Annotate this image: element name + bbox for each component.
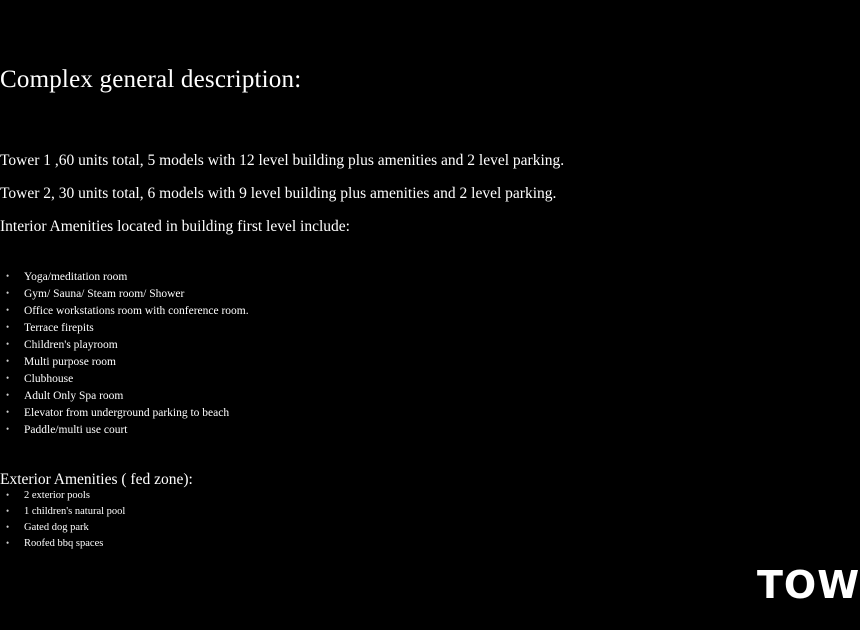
list-item-label: Office workstations room with conference room. xyxy=(24,305,249,317)
list-item-label: Paddle/multi use court xyxy=(24,424,128,436)
list-item xyxy=(0,504,125,520)
brand-logo: TOW xyxy=(757,563,860,607)
bullet-icon: • xyxy=(6,407,10,417)
list-item xyxy=(0,269,249,286)
list-item xyxy=(0,536,125,552)
list-item-label: Terrace firepits xyxy=(24,322,94,334)
list-item xyxy=(0,405,249,422)
bullet-icon: • xyxy=(6,305,10,315)
bullet-icon: • xyxy=(6,538,10,548)
list-item-label: Children's playroom xyxy=(24,339,118,351)
bullet-icon: • xyxy=(6,288,10,298)
bullet-icon: • xyxy=(6,356,10,366)
tower-1-description: Tower 1 ,60 units total, 5 models with 12 level building plus amenities and 2 level parking. xyxy=(0,152,565,169)
list-item xyxy=(0,320,249,337)
bullet-icon: • xyxy=(6,490,10,500)
list-item xyxy=(0,286,249,303)
list-item xyxy=(0,488,125,504)
list-item xyxy=(0,371,249,388)
bullet-icon: • xyxy=(6,373,10,383)
bullet-icon: • xyxy=(6,424,10,434)
list-item-label: Multi purpose room xyxy=(24,356,116,368)
list-item-label: Adult Only Spa room xyxy=(24,390,124,402)
list-item xyxy=(0,422,249,439)
bullet-icon: • xyxy=(6,271,10,281)
bullet-icon: • xyxy=(6,322,10,332)
list-item xyxy=(0,354,249,371)
bullet-icon: • xyxy=(6,390,10,400)
list-item xyxy=(0,303,249,320)
slide-title: Complex general description: xyxy=(0,66,302,93)
list-item-label: Gated dog park xyxy=(24,522,89,533)
list-item-label: Gym/ Sauna/ Steam room/ Shower xyxy=(24,288,185,300)
bullet-icon: • xyxy=(6,506,10,516)
tower-2-description: Tower 2, 30 units total, 6 models with 9 level building plus amenities and 2 level parking. xyxy=(0,185,557,202)
interior-amenities-heading: Interior Amenities located in building first level include: xyxy=(0,218,350,235)
list-item xyxy=(0,337,249,354)
bullet-icon: • xyxy=(6,522,10,532)
list-item-label: Yoga/meditation room xyxy=(24,271,128,283)
exterior-amenities-list xyxy=(0,488,125,552)
list-item-label: Elevator from underground parking to beach xyxy=(24,407,230,419)
exterior-amenities-heading: Exterior Amenities ( fed zone): xyxy=(0,471,193,488)
list-item-label: Clubhouse xyxy=(24,373,74,385)
bullet-icon: • xyxy=(6,339,10,349)
list-item xyxy=(0,520,125,536)
list-item-label: Roofed bbq spaces xyxy=(24,538,104,549)
list-item xyxy=(0,388,249,405)
list-item-label: 1 children's natural pool xyxy=(24,506,126,517)
interior-amenities-list xyxy=(0,269,249,439)
list-item-label: 2 exterior pools xyxy=(24,490,90,501)
